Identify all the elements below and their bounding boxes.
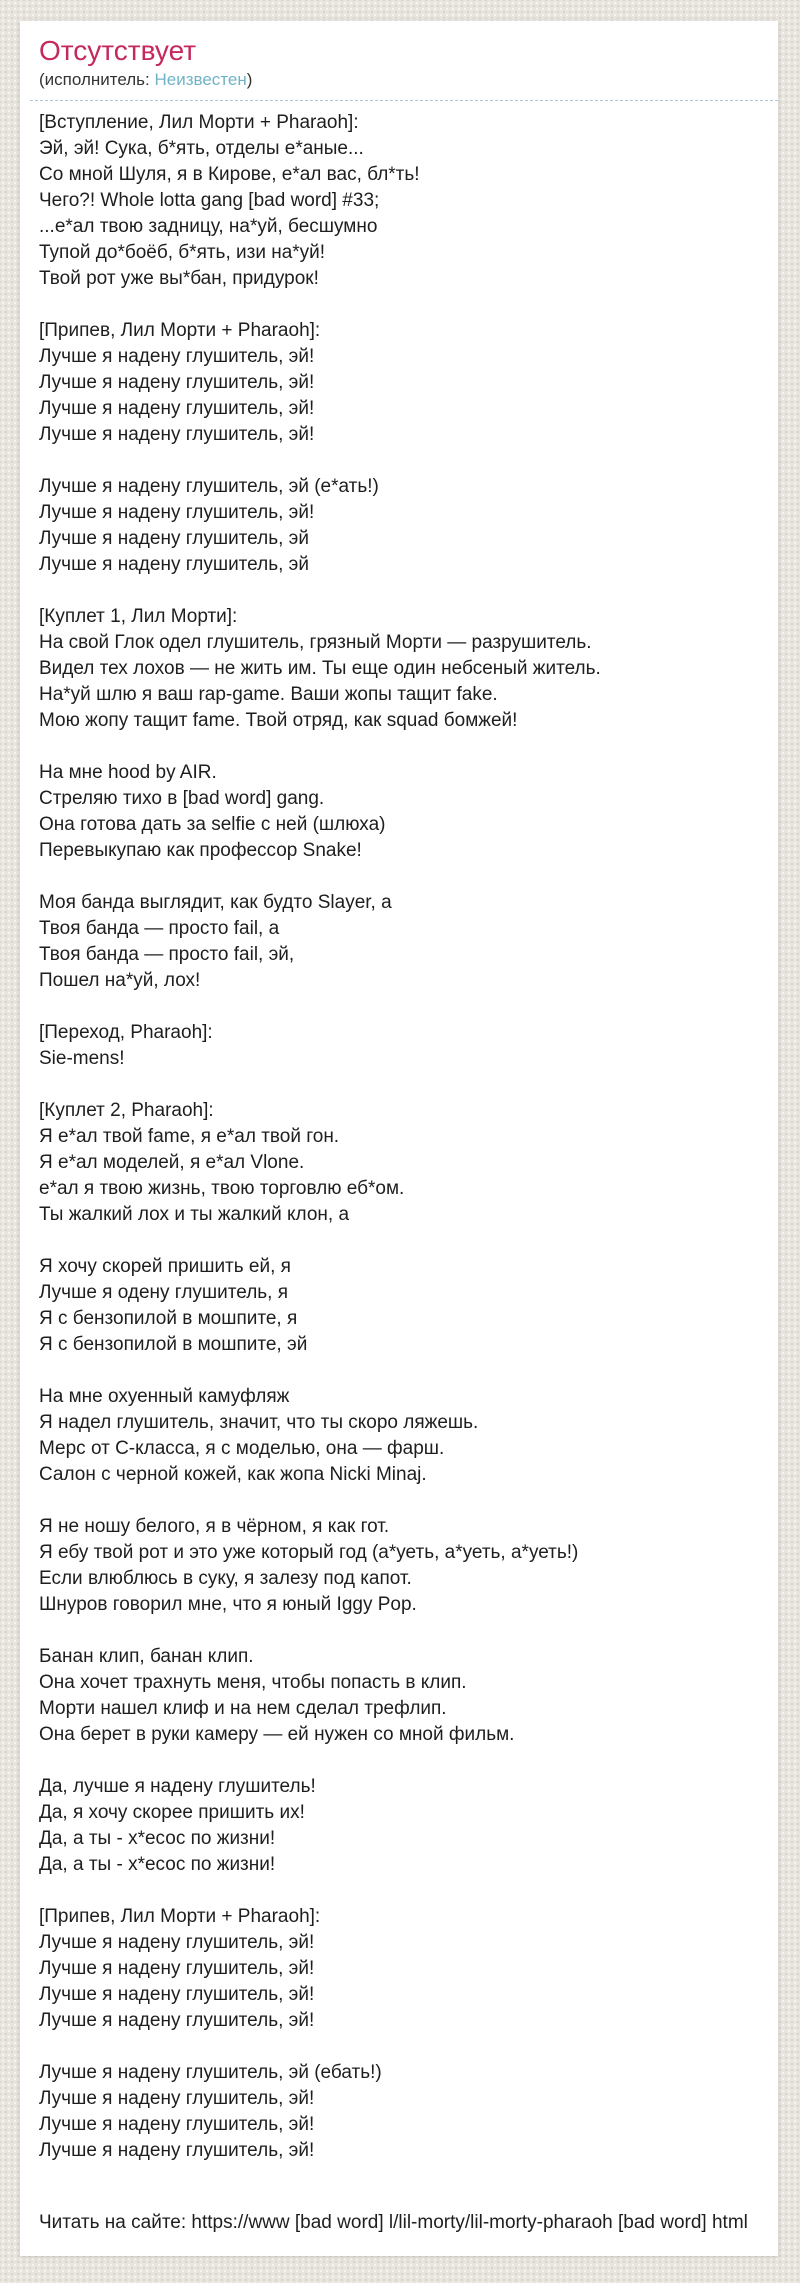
lyric-line: На мне охуенный камуфляж [39, 1386, 290, 1408]
lyric-line: Она хочет трахнуть меня, чтобы попасть в клип. [39, 1672, 467, 1694]
lyric-line: е*ал я твою жизнь, твою торговлю еб*ом. [39, 1178, 405, 1200]
lyric-line: Я с бензопилой в мошпите, я [39, 1308, 298, 1330]
lyric-line: Лучше я надену глушитель, эй! [39, 502, 315, 524]
lyric-line: Лучше я надену глушитель, эй! [39, 346, 315, 368]
lyric-line: Лучше я надену глушитель, эй! [39, 1932, 315, 1954]
lyric-line: Лучше я надену глушитель, эй (ебать!) [39, 2062, 382, 2084]
lyric-line: Твоя банда — просто fail, эй, [39, 944, 295, 966]
lyric-line: Я с бензопилой в мошпите, эй [39, 1334, 308, 1356]
lyric-line: [Вступление, Лил Морти + Pharaoh]: [39, 112, 359, 134]
lyric-line: [Припев, Лил Морти + Pharaoh]: [39, 320, 321, 342]
lyric-line: Со мной Шуля, я в Кирове, е*ал вас, бл*ть! [39, 164, 420, 186]
stanza [39, 1904, 778, 2034]
artist-line [39, 70, 778, 90]
stanza [39, 1098, 778, 1228]
lyric-line: Эй, эй! Сука, б*ять, отделы е*аные... [39, 138, 364, 160]
lyric-line: ...е*ал твою задницу, на*уй, бесшумно [39, 216, 378, 238]
artist-link[interactable]: Неизвестен [154, 70, 247, 90]
page-background [0, 21, 800, 2283]
page-header [30, 21, 778, 101]
lyrics-card [20, 21, 778, 2256]
lyric-line: Если влюблюсь в суку, я залезу под капот. [39, 1568, 412, 1590]
lyric-line: Стреляю тихо в [bad word] gang. [39, 788, 325, 810]
lyric-line: Мою жопу тащит fame. Твой отряд, как squad бомжей! [39, 710, 518, 732]
lyric-line: Лучше я надену глушитель, эй! [39, 2140, 315, 2162]
lyric-line: [Куплет 2, Pharaoh]: [39, 1100, 214, 1122]
lyric-line: Sie-mens! [39, 1048, 125, 1070]
stanza [39, 1020, 778, 1072]
lyric-line: Она берет в руки камеру — ей нужен со мной фильм. [39, 1724, 515, 1746]
lyric-line: Лучше я надену глушитель, эй [39, 554, 309, 576]
lyric-line: Я надел глушитель, значит, что ты скоро ляжешь. [39, 1412, 479, 1434]
stanza [39, 1774, 778, 1878]
lyric-line: Да, я хочу скорее пришить их! [39, 1802, 305, 1824]
lyric-line: Она готова дать за selfie с ней (шлюха) [39, 814, 386, 836]
lyric-line: Чего?! Whole lotta gang [bad word] #33; [39, 190, 380, 212]
stanza [39, 890, 778, 994]
lyric-line: Лучше я надену глушитель, эй! [39, 372, 315, 394]
lyric-line: Перевыкупаю как профессор Snake! [39, 840, 362, 862]
lyric-line: Лучше я надену глушитель, эй! [39, 1984, 315, 2006]
lyric-line: Лучше я одену глушитель, я [39, 1282, 289, 1304]
lyric-line: Тупой до*боёб, б*ять, изи на*уй! [39, 242, 326, 264]
lyric-line: Банан клип, банан клип. [39, 1646, 254, 1668]
lyric-line: Лучше я надену глушитель, эй! [39, 1958, 315, 1980]
stanza [39, 604, 778, 734]
lyric-line: На мне hood by AIR. [39, 762, 217, 784]
stanza [39, 1644, 778, 1748]
stanza [39, 318, 778, 448]
lyric-line: Твой рот уже вы*бан, придурок! [39, 268, 319, 290]
lyric-line: Лучше я надену глушитель, эй (е*ать!) [39, 476, 379, 498]
lyric-line: Я е*ал моделей, я е*ал Vlone. [39, 1152, 305, 1174]
lyrics-text [20, 101, 778, 2164]
lyric-line: Салон с черной кожей, как жопа Nicki Minaj. [39, 1464, 427, 1486]
lyric-line: [Куплет 1, Лил Морти]: [39, 606, 238, 628]
lyric-line: Я е*ал твой fame, я е*ал твой гон. [39, 1126, 340, 1148]
lyric-line: Мерс от С-класса, я с моделью, она — фарш. [39, 1438, 445, 1460]
lyric-line: Ты жалкий лох и ты жалкий клон, а [39, 1204, 350, 1226]
lyric-line: На свой Глок одел глушитель, грязный Морти — разрушитель. [39, 632, 592, 654]
lyric-line: На*уй шлю я ваш rap-game. Ваши жопы тащит fake. [39, 684, 498, 706]
lyric-line: Лучше я надену глушитель, эй! [39, 2088, 315, 2110]
stanza [39, 110, 778, 292]
lyric-line: [Переход, Pharaoh]: [39, 1022, 213, 1044]
stanza [39, 2060, 778, 2164]
stanza [39, 474, 778, 578]
lyric-line: Лучше я надену глушитель, эй! [39, 2114, 315, 2136]
lyric-line: Лучше я надену глушитель, эй! [39, 398, 315, 420]
lyric-line: [Припев, Лил Морти + Pharaoh]: [39, 1906, 321, 1928]
stanza [39, 760, 778, 864]
lyric-line: Моя банда выглядит, как будто Slayer, а [39, 892, 392, 914]
song-title: Отсутствует [39, 35, 197, 66]
lyric-line: Морти нашел клиф и на нем сделал трефлип. [39, 1698, 447, 1720]
artist-label: (исполнитель: [39, 70, 155, 90]
stanza [39, 1254, 778, 1358]
artist-label-close: ) [246, 70, 253, 90]
lyric-line: Да, а ты - х*есос по жизни! [39, 1854, 276, 1876]
lyric-line: Да, а ты - х*есос по жизни! [39, 1828, 276, 1850]
lyric-line: Видел тех лохов — не жить им. Ты еще один небсеный житель. [39, 658, 601, 680]
lyric-line: Я ебу твой рот и это уже который год (а*уеть, а*уеть, а*уеть!) [39, 1542, 579, 1564]
lyric-line: Шнуров говорил мне, что я юный Iggy Pop. [39, 1594, 417, 1616]
lyric-line: Лучше я надену глушитель, эй! [39, 2010, 315, 2032]
lyric-line: Лучше я надену глушитель, эй! [39, 424, 315, 446]
lyric-line: Я хочу скорей пришить ей, я [39, 1256, 291, 1278]
stanza [39, 1384, 778, 1488]
stanza [39, 1514, 778, 1618]
lyric-line: Пошел на*уй, лох! [39, 970, 201, 992]
source-link-line: Читать на сайте: https://www [bad word] l/lil-morty/lil-morty-pharaoh [bad word] html [39, 2212, 748, 2234]
lyric-line: Лучше я надену глушитель, эй [39, 528, 309, 550]
lyric-line: Да, лучше я надену глушитель! [39, 1776, 316, 1798]
lyric-line: Твоя банда — просто fail, а [39, 918, 280, 940]
lyric-line: Я не ношу белого, я в чёрном, я как гот. [39, 1516, 390, 1538]
